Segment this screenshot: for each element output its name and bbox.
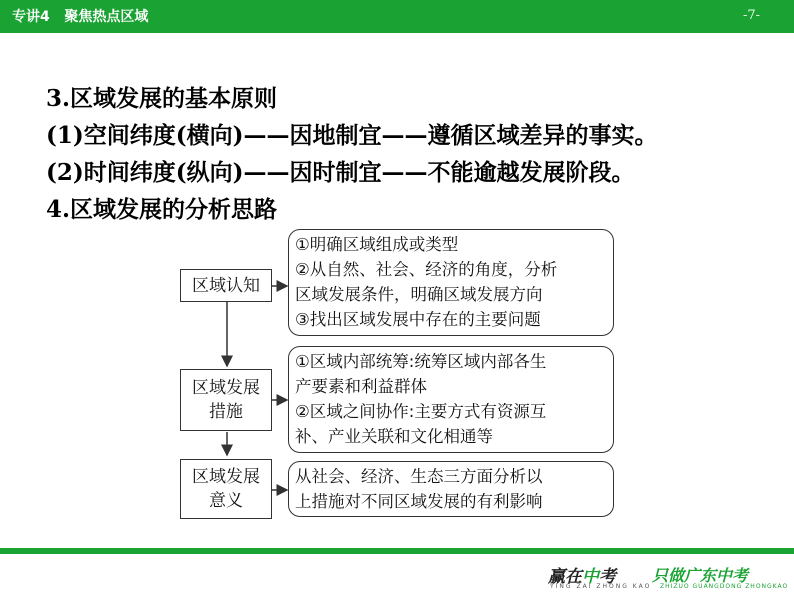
box-development-significance-line2: 意义 bbox=[209, 491, 243, 511]
logo1-text-c: 考 bbox=[599, 567, 616, 587]
heading-principles: 3.区域发展的基本原则 bbox=[46, 85, 278, 112]
detail-line: 区域发展条件，明确区域发展方向 bbox=[295, 285, 543, 304]
principle-temporal: (2)时间纬度(纵向)——因时制宜——不能逾越发展阶段。 bbox=[46, 159, 635, 186]
detail-line: 从社会、经济、生态三方面分析以 bbox=[295, 467, 543, 486]
box-development-measures-line1: 区域发展 bbox=[192, 378, 260, 398]
footer-bar bbox=[0, 548, 794, 554]
box-development-measures-line2: 措施 bbox=[209, 402, 243, 422]
detail-line: ①明确区域组成或类型 bbox=[295, 235, 459, 254]
detail-line: ①区域内部统筹:统筹区域内部各生 bbox=[295, 352, 547, 371]
page-number: -7- bbox=[742, 8, 760, 23]
detail-line: 补、产业关联和文化相通等 bbox=[295, 427, 493, 446]
box-development-significance-line1: 区域发展 bbox=[192, 467, 260, 487]
logo-zhizuoguangdong: 只做广东中考 bbox=[652, 566, 749, 585]
logo1-text-a: 赢在 bbox=[548, 567, 582, 587]
detail-line: ②区域之间协作:主要方式有资源互 bbox=[295, 402, 547, 421]
box-region-cognition bbox=[180, 269, 272, 302]
box-development-significance bbox=[180, 459, 272, 519]
detail-line: ②从自然、社会、经济的角度，分析 bbox=[295, 260, 558, 279]
logo2-subtitle: ZHIZUO GUANGDONG ZHONGKAO bbox=[660, 583, 789, 590]
box-development-measures bbox=[180, 369, 272, 431]
detail-line: 产要素和利益群体 bbox=[295, 377, 427, 396]
principle-spatial: (1)空间纬度(横向)——因地制宜——遵循区域差异的事实。 bbox=[46, 122, 658, 149]
section-title: 专讲4 聚焦热点区域 bbox=[12, 9, 149, 25]
detail-line: ③找出区域发展中存在的主要问题 bbox=[295, 310, 541, 329]
box-region-cognition-line1: 区域认知 bbox=[192, 275, 260, 296]
detail-line: 上措施对不同区域发展的有利影响 bbox=[295, 492, 543, 511]
heading-analysis: 4.区域发展的分析思路 bbox=[46, 196, 278, 223]
detail-development-measures bbox=[288, 346, 614, 453]
detail-region-cognition bbox=[288, 229, 614, 336]
logo1-subtitle: YING ZAI ZHONG KAO bbox=[550, 583, 652, 590]
logo1-text-b: 中 bbox=[582, 567, 599, 587]
detail-development-significance bbox=[288, 461, 614, 517]
